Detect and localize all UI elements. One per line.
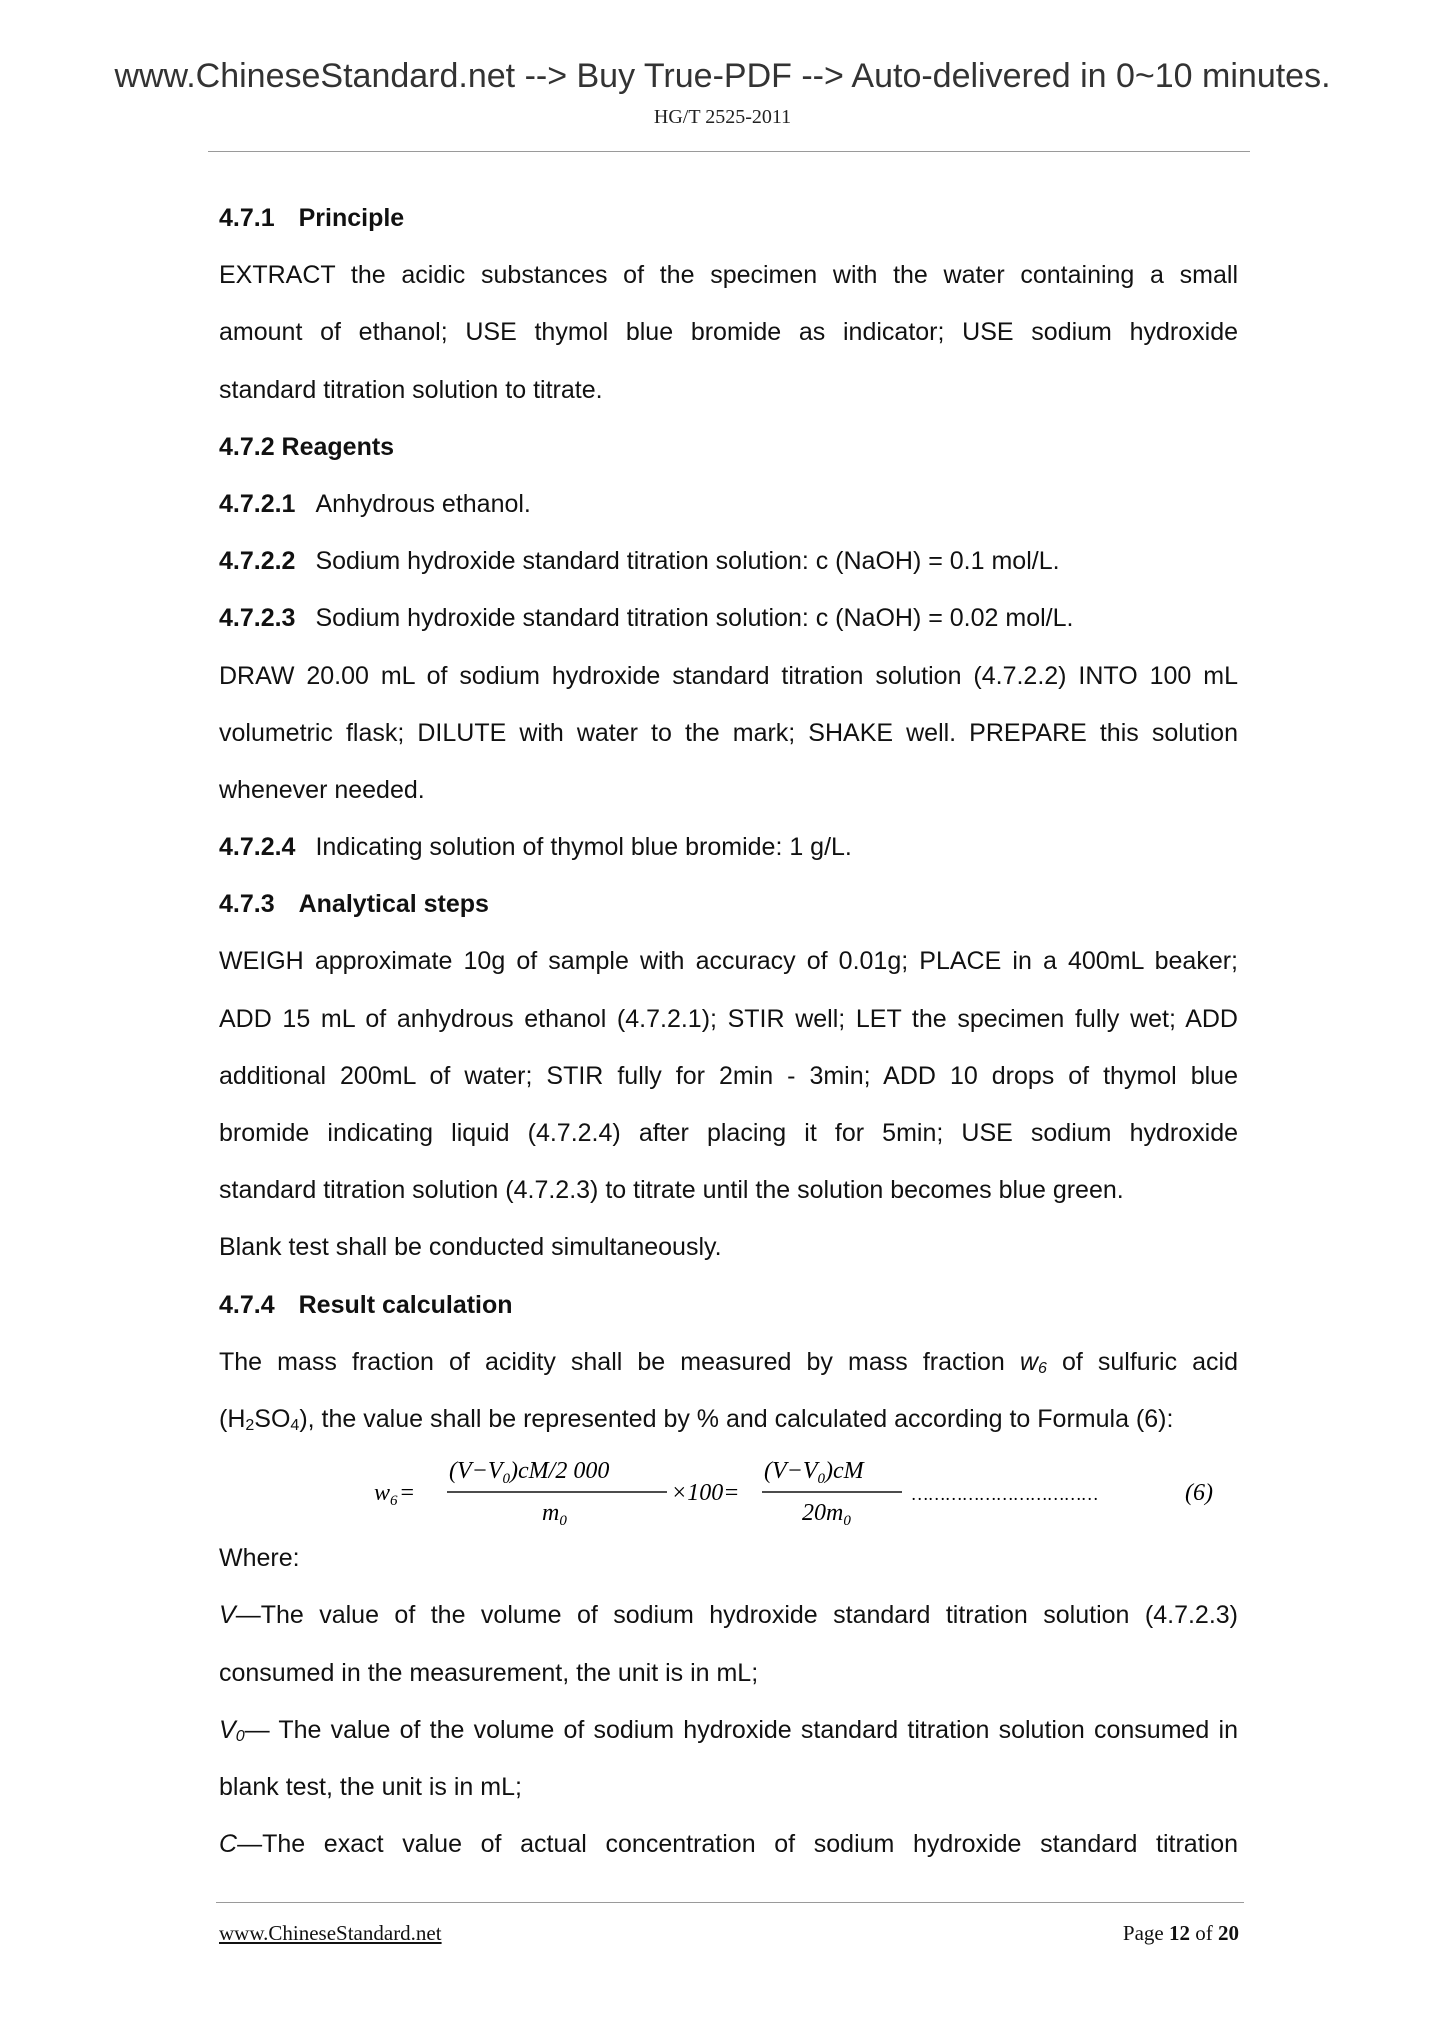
sub: 2 [245,1416,255,1434]
item-number: 4.7.2.3 [219,604,296,633]
var-letter: V [219,1715,236,1744]
where-v0-line-2: blank test, the unit is in mL; [219,1772,522,1801]
var-sub: 6 [1037,1359,1047,1377]
heading-4-7-1 [219,190,1238,247]
var-sub: 0 [235,1727,245,1745]
formula-leader-dots: …………………………… [912,1484,1100,1505]
reagent-item-4 [219,819,1238,876]
footer-page-number [1123,1921,1239,1946]
reagent-item-2 [219,533,1238,590]
page-current: 12 [1169,1921,1190,1945]
principle-line-3: standard titration solution to titrate. [219,375,603,404]
text-run: —The value of the volume of sodium hydroxide standard titration solution (4.7.2.3) [235,1601,1238,1630]
steps-line-3: additional 200mL of water; STIR fully for 2min - 3min; ADD 10 drops of thymol blue [219,1061,1238,1090]
where-c-line-1 [219,1816,1238,1873]
var-v: V [219,1601,236,1630]
blank-test-line: Blank test shall be conducted simultaneously. [219,1233,722,1262]
section-number: 4.7.4 [219,1290,275,1319]
result-line-1 [219,1334,1238,1391]
of-word: of [1195,1921,1213,1945]
item-text: Sodium hydroxide standard titration solution: c (NaOH) = 0.1 mol/L. [315,547,1060,576]
principle-line-2: amount of ethanol; USE thymol blue bromide as indicator; USE sodium hydroxide [219,318,1238,347]
var-letter: w [1019,1347,1038,1376]
section-number: 4.7.1 [219,204,275,232]
reagent-para-line-2: volumetric flask; DILUTE with water to the mark; SHAKE well. PREPARE this solution [219,718,1238,747]
formula-denominator-2: $20m_0$ [802,1500,851,1530]
text-run: SO [254,1404,291,1433]
reagent-item-3 [219,590,1238,647]
formula-6 [219,1448,1238,1530]
formula-number: (6) [1185,1480,1213,1507]
steps-line-4: bromide indicating liquid (4.7.2.4) after placing it for 5min; USE sodium hydroxide [219,1119,1238,1147]
page-content [219,190,1238,1873]
heading-4-7-3 [219,876,1238,933]
text-run: — The value of the volume of sodium hydroxide standard titration solution consumed in [244,1715,1238,1744]
formula-denominator-1: $m_0$ [542,1500,567,1530]
reagent-item-1 [219,476,1238,533]
footer-divider [216,1902,1244,1903]
formula-numerator-2: $(V-V_0)cM$ [764,1458,864,1488]
steps-line-2: ADD 15 mL of anhydrous ethanol (4.7.2.1); STIR well; LET the specimen fully wet; ADD [219,1004,1238,1033]
text-run: of sulfuric acid [1061,1347,1239,1376]
header-divider [208,151,1250,152]
item-number: 4.7.2.4 [219,833,296,862]
text-run: —The exact value of actual concentration of sodium hydroxide standard titration [237,1830,1238,1859]
item-text: Anhydrous ethanol. [315,489,531,518]
where-v0-line-1 [219,1702,1238,1759]
heading-4-7-2: 4.7.2 Reagents [219,432,395,461]
where-v-line-2: consumed in the measurement, the unit is in mL; [219,1658,759,1687]
formula-svg [219,1448,1238,1530]
formula-numerator-1: $(V-V_0)cM/2$ 000 [449,1458,610,1488]
where-v-line-1 [219,1587,1238,1644]
formula-times: ×100= [671,1480,740,1507]
text-run: (H [219,1404,246,1433]
section-title: Principle [298,204,405,232]
item-number: 4.7.2.1 [219,489,296,518]
formula-lhs: $w_6$ = [374,1480,415,1510]
item-text: Indicating solution of thymol blue bromide: 1 g/L. [315,833,852,862]
item-number: 4.7.2.2 [219,547,296,576]
page-total: 20 [1218,1921,1239,1945]
steps-line-1: WEIGH approximate 10g of sample with accuracy of 0.01g; PLACE in a 400mL beaker; [219,947,1238,976]
item-text: Sodium hydroxide standard titration solution: c (NaOH) = 0.02 mol/L. [315,604,1074,633]
sub: 4 [290,1416,300,1434]
section-title: Result calculation [298,1290,513,1319]
page-word: Page [1122,1921,1164,1945]
top-banner[interactable]: www.ChineseStandard.net --> Buy True-PDF --> Auto-delivered in 0~10 minutes. [114,57,1331,95]
text-run: The mass fraction of acidity shall be measured by mass fraction [219,1347,1005,1376]
var-w [1020,1348,1047,1376]
result-line-2 [219,1391,1238,1448]
heading-4-7-4 [219,1277,1238,1334]
section-number: 4.7.3 [219,890,275,919]
steps-line-5: standard titration solution (4.7.2.3) to titrate until the solution becomes blue green. [219,1176,1124,1205]
principle-line-1: EXTRACT the acidic substances of the specimen with the water containing a small [219,261,1238,290]
footer-site-link[interactable]: www.ChineseStandard.net [219,1921,442,1945]
standard-code: HG/T 2525-2011 [653,106,792,128]
text-run: ), the value shall be represented by % and calculated according to Formula (6): [299,1404,1174,1433]
reagent-para-line-3: whenever needed. [219,775,425,804]
where-label: Where: [219,1544,300,1573]
reagent-para-line-1: DRAW 20.00 mL of sodium hydroxide standard titration solution (4.7.2.2) INTO 100 mL [219,661,1238,690]
section-title: Analytical steps [298,890,489,919]
var-v0 [219,1716,245,1744]
var-c: C [219,1830,238,1859]
